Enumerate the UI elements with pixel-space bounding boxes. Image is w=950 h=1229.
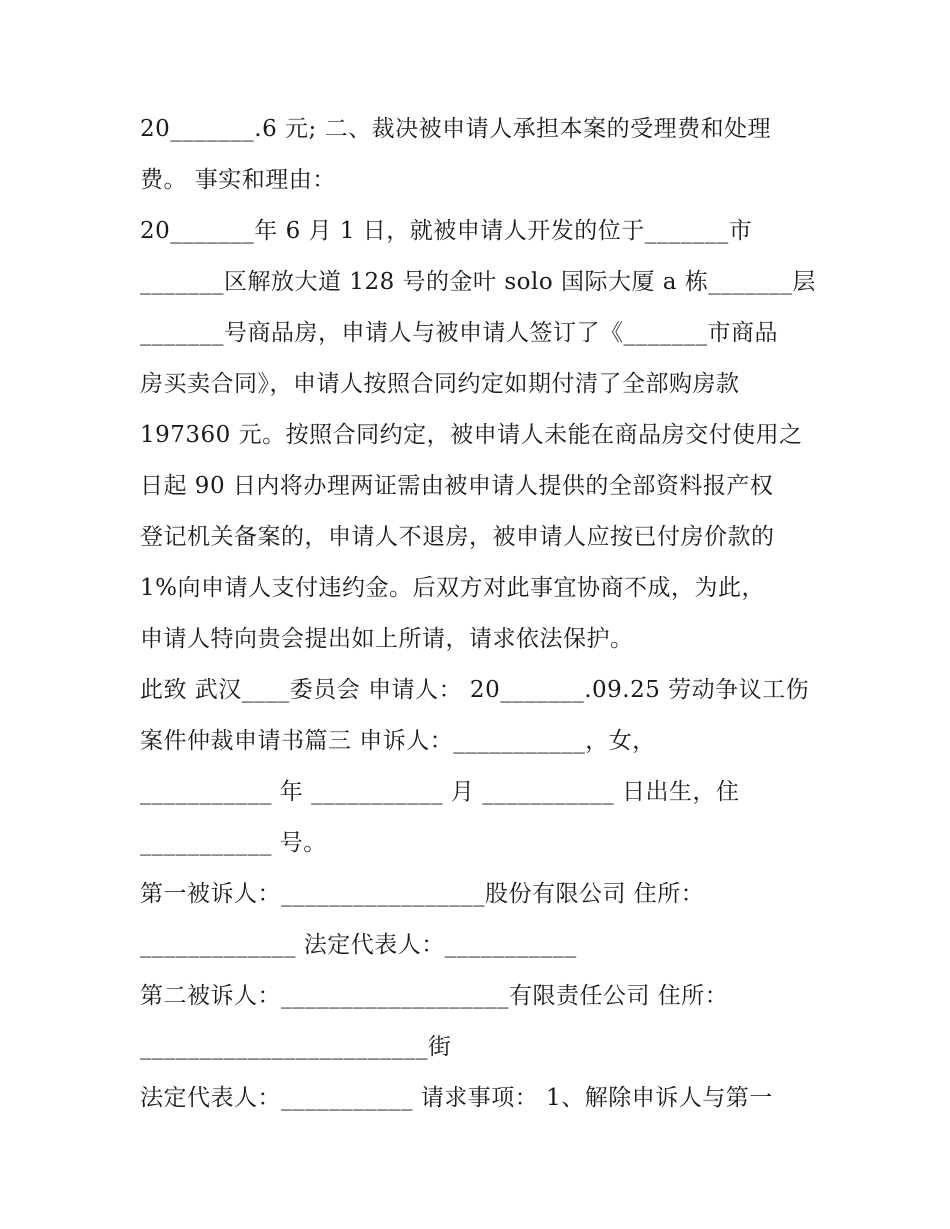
text-line: 此致 武汉____委员会 申请人： 20_______.09.25 劳动争议工伤 — [140, 677, 810, 703]
text-line: _______号商品房，申请人与被申请人签订了《_______市商品 — [140, 320, 778, 346]
document-body — [140, 104, 830, 1124]
text-line: 197360 元。按照合同约定，被申请人未能在商品房交付使用之 — [140, 422, 803, 448]
text-line: 登记机关备案的，申请人不退房，被申请人应按已付房价款的 — [140, 524, 775, 550]
text-line: ___________ 年 ___________ 月 ___________ 日出生，住 — [140, 779, 740, 805]
text-line: 房买卖合同》，申请人按照合同约定如期付清了全部购房款 — [140, 371, 740, 397]
text-line: 法定代表人：___________ 请求事项： 1、解除申诉人与第一 — [140, 1085, 773, 1111]
text-line: _____________ 法定代表人：___________ — [140, 932, 577, 958]
text-line: 案件仲裁申请书篇三 申诉人：___________，女， — [140, 728, 656, 754]
text-line: ___________ 号。 — [140, 830, 327, 856]
text-line: 费。 事实和理由： — [140, 167, 336, 193]
text-line: 第二被诉人：___________________有限责任公司 住所： — [140, 983, 729, 1009]
text-line: 日起 90 日内将办理两证需由被申请人提供的全部资料报产权 — [140, 473, 774, 499]
text-line: 第一被诉人：_________________股份有限公司 住所： — [140, 881, 705, 907]
text-line: 20_______年 6 月 1 日，就被申请人开发的位于_______市 — [140, 218, 753, 244]
text-line: 1%向申请人支付违约金。后双方对此事宜协商不成，为此， — [140, 575, 765, 601]
text-line: _______区解放大道 128 号的金叶 solo 国际大厦 a 栋_______层 — [140, 269, 816, 295]
text-line: 申请人特向贵会提出如上所请，请求依法保护。 — [140, 626, 634, 652]
text-line: 20_______.6 元; 二、裁决被申请人承担本案的受理费和处理 — [140, 116, 772, 142]
text-line: ________________________街 — [140, 1034, 452, 1060]
